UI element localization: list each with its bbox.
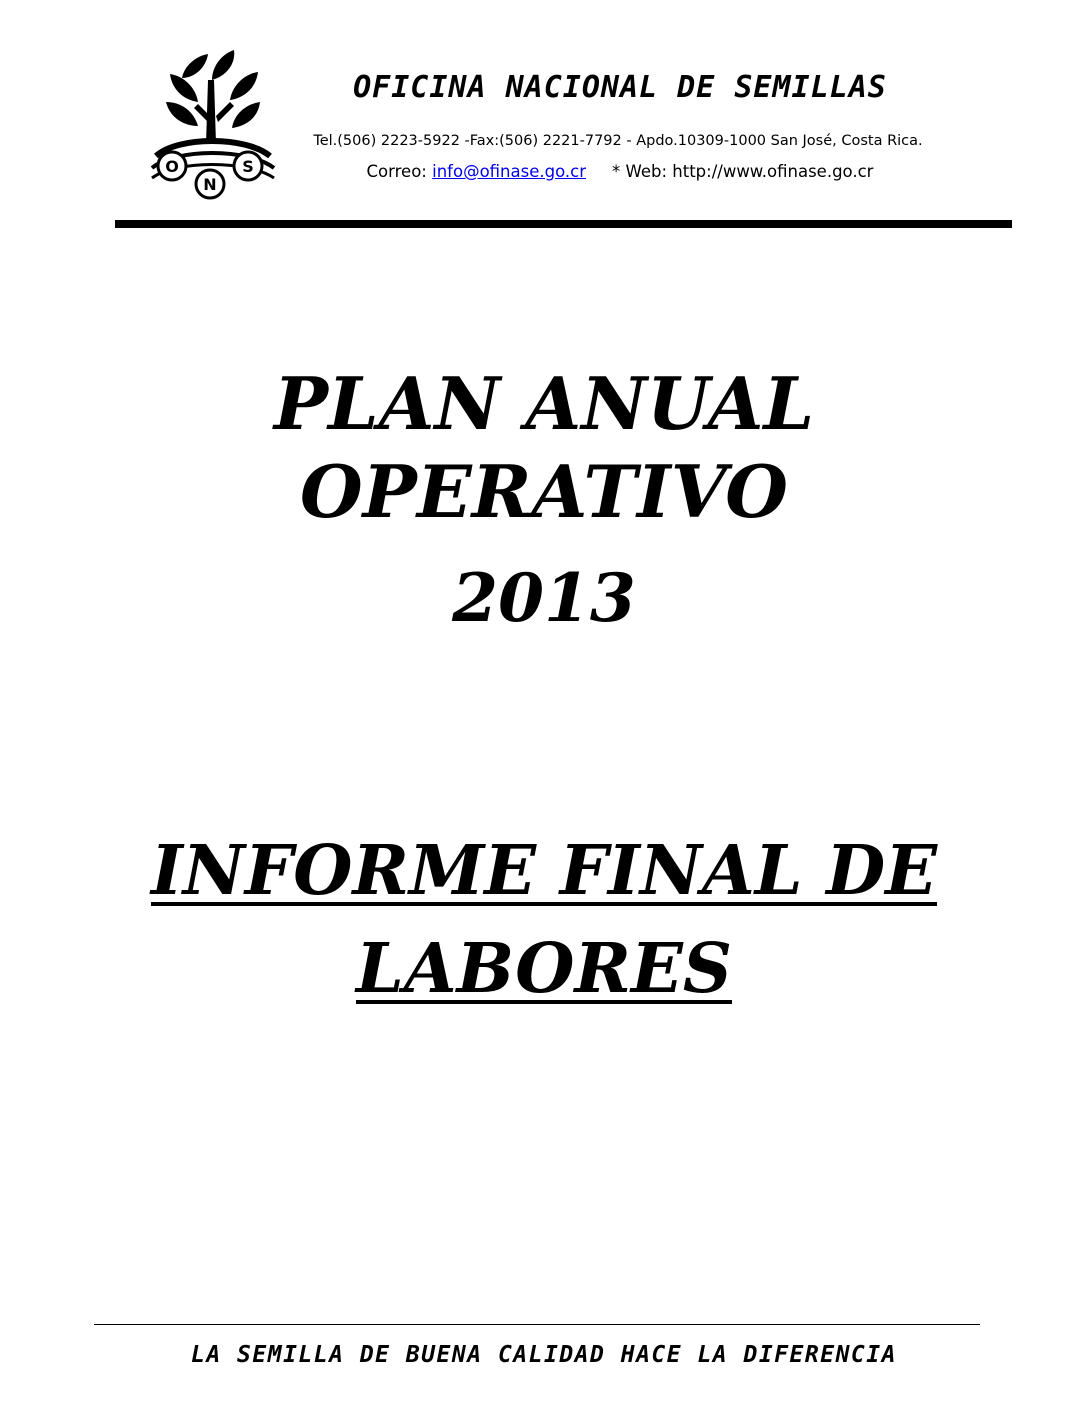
title-line-1: PLAN ANUAL: [273, 361, 815, 446]
email-label: Correo:: [366, 162, 427, 181]
letterhead: [0, 0, 1088, 240]
plant-logo-icon: [148, 44, 276, 204]
contact-line: Tel.(506) 2223-5922 -Fax:(506) 2221-7792 - Apdo.10309-1000 San José, Costa Rica.: [313, 133, 923, 149]
logo-letter-n: N: [203, 175, 217, 194]
plan-title: [0, 360, 1088, 642]
report-line-1: INFORME FINAL DE: [150, 831, 938, 911]
report-title: [0, 822, 1088, 1018]
logo-letter-s: S: [242, 157, 254, 176]
footer-divider: [94, 1324, 980, 1325]
title-line-2: OPERATIVO: [299, 449, 789, 534]
header-divider: [115, 220, 1012, 228]
web-text: * Web: http://www.ofinase.go.cr: [612, 162, 874, 181]
report-line-2: LABORES: [356, 929, 732, 1009]
title-year: 2013: [452, 559, 636, 637]
logo-letter-o: O: [165, 157, 179, 176]
email-web-line: [300, 162, 940, 181]
email-link[interactable]: info@ofinase.go.cr: [432, 162, 586, 181]
org-name: OFICINA NACIONAL DE SEMILLAS: [353, 70, 887, 105]
footer-slogan: LA SEMILLA DE BUENA CALIDAD HACE LA DIFERENCIA: [191, 1342, 897, 1368]
